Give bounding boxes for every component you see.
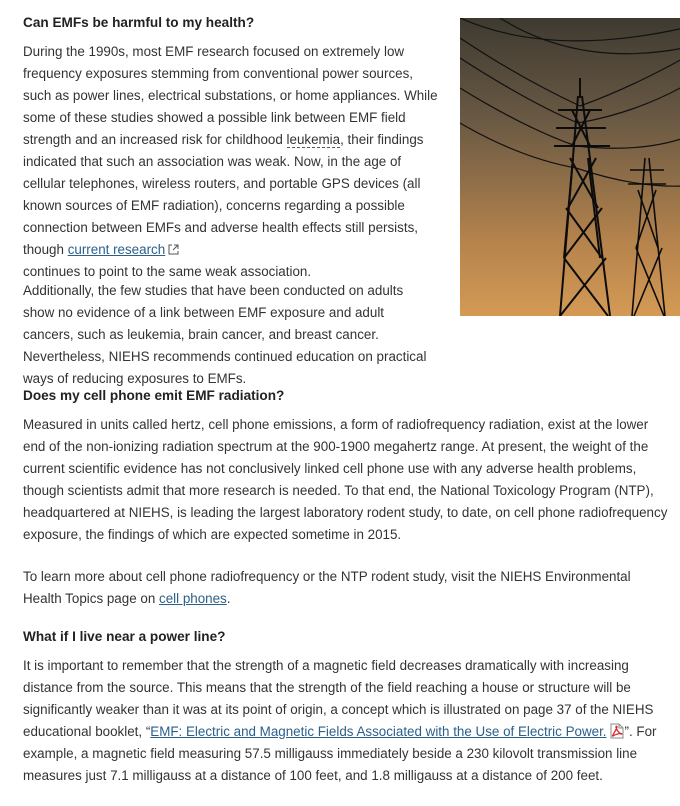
leukemia-abbr[interactable]: leukemia: [286, 132, 341, 147]
heading-emf-harmful: Can EMFs be harmful to my health?: [23, 15, 255, 30]
p1-text-start: During the 1990s, most EMF research focused on extremely low frequency exposures stemming from conventional power sources, such as power lines, electrical substations, or home appliances. While some of these studies showed a possible link between EMF field strength and an increased risk for childhood: [23, 44, 438, 147]
current-research-link[interactable]: current research: [67, 242, 166, 257]
p5-text-end: ”. For example, a magnetic field measuring 57.5 milligauss immediately beside a 230 kilovolt transmission line measures just 7.1 milligauss at a distance of 100 feet, and 1.8 milligauss at a distance of 200 feet.: [23, 724, 657, 783]
emf-booklet-link[interactable]: EMF: Electric and Magnetic Fields Associated with the Use of Electric Power.: [150, 724, 607, 739]
cell-phones-link[interactable]: cell phones: [159, 591, 227, 606]
p1-text-mid: , their findings indicated that such an association was weak. Now, in the age of cellular telephones, wireless routers, and portable GPS devices (all known sources of EMF radiation), concerns regarding a possible connection between EMFs and adverse health effects still persists, though: [23, 132, 424, 257]
external-link-icon: [168, 240, 179, 251]
paragraph-emf-research: [23, 41, 443, 283]
heading-cell-phone: Does my cell phone emit EMF radiation?: [23, 388, 285, 403]
paragraph-learn-more: [23, 566, 668, 610]
paragraph-magnetic-field: [23, 655, 668, 787]
p4-text-start: To learn more about cell phone radiofrequency or the NTP rodent study, visit the NIEHS Environmental Health Topics page on: [23, 569, 631, 606]
p4-text-end: .: [226, 591, 231, 606]
pdf-icon: [609, 723, 625, 739]
p2-text: Additionally, the few studies that have been conducted on adults show no evidence of a link between EMF exposure and adult cancers, such as leukemia, brain cancer, and breast cancer. Nevertheless, NIEHS recommends continued education on practical ways of reducing exposures to EMFs.: [23, 283, 427, 386]
heading-power-line: What if I live near a power line?: [23, 629, 226, 644]
paragraph-cell-phone-emissions: Measured in units called hertz, cell phone emissions, a form of radiofrequency radiation, exist at the lower end of the non-ionizing radiation spectrum at the 900-1900 megahertz range. At present, the weight of the current scientific evidence has not conclusively linked cell phone use with any adverse health problems, though scientists admit that more research is needed. To that end, the National Toxicology Program (NTP), headquartered at NIEHS, is leading the largest laboratory rodent study, to date, on cell phone radiofrequency exposure, the findings of which are expected sometime in 2015.: [23, 417, 668, 542]
p1-text-end: continues to point to the same weak association.: [23, 264, 312, 279]
p5-text-start: It is important to remember that the strength of a magnetic field decreases dramatically with increasing distance from the source. This means that the strength of the field reaching a house or structure will be significantly weaker than it was at its point of origin, a concept which is illustrated on page 37 of the NIEHS educational booklet, “: [23, 658, 654, 739]
power-lines-photo: [460, 18, 680, 316]
